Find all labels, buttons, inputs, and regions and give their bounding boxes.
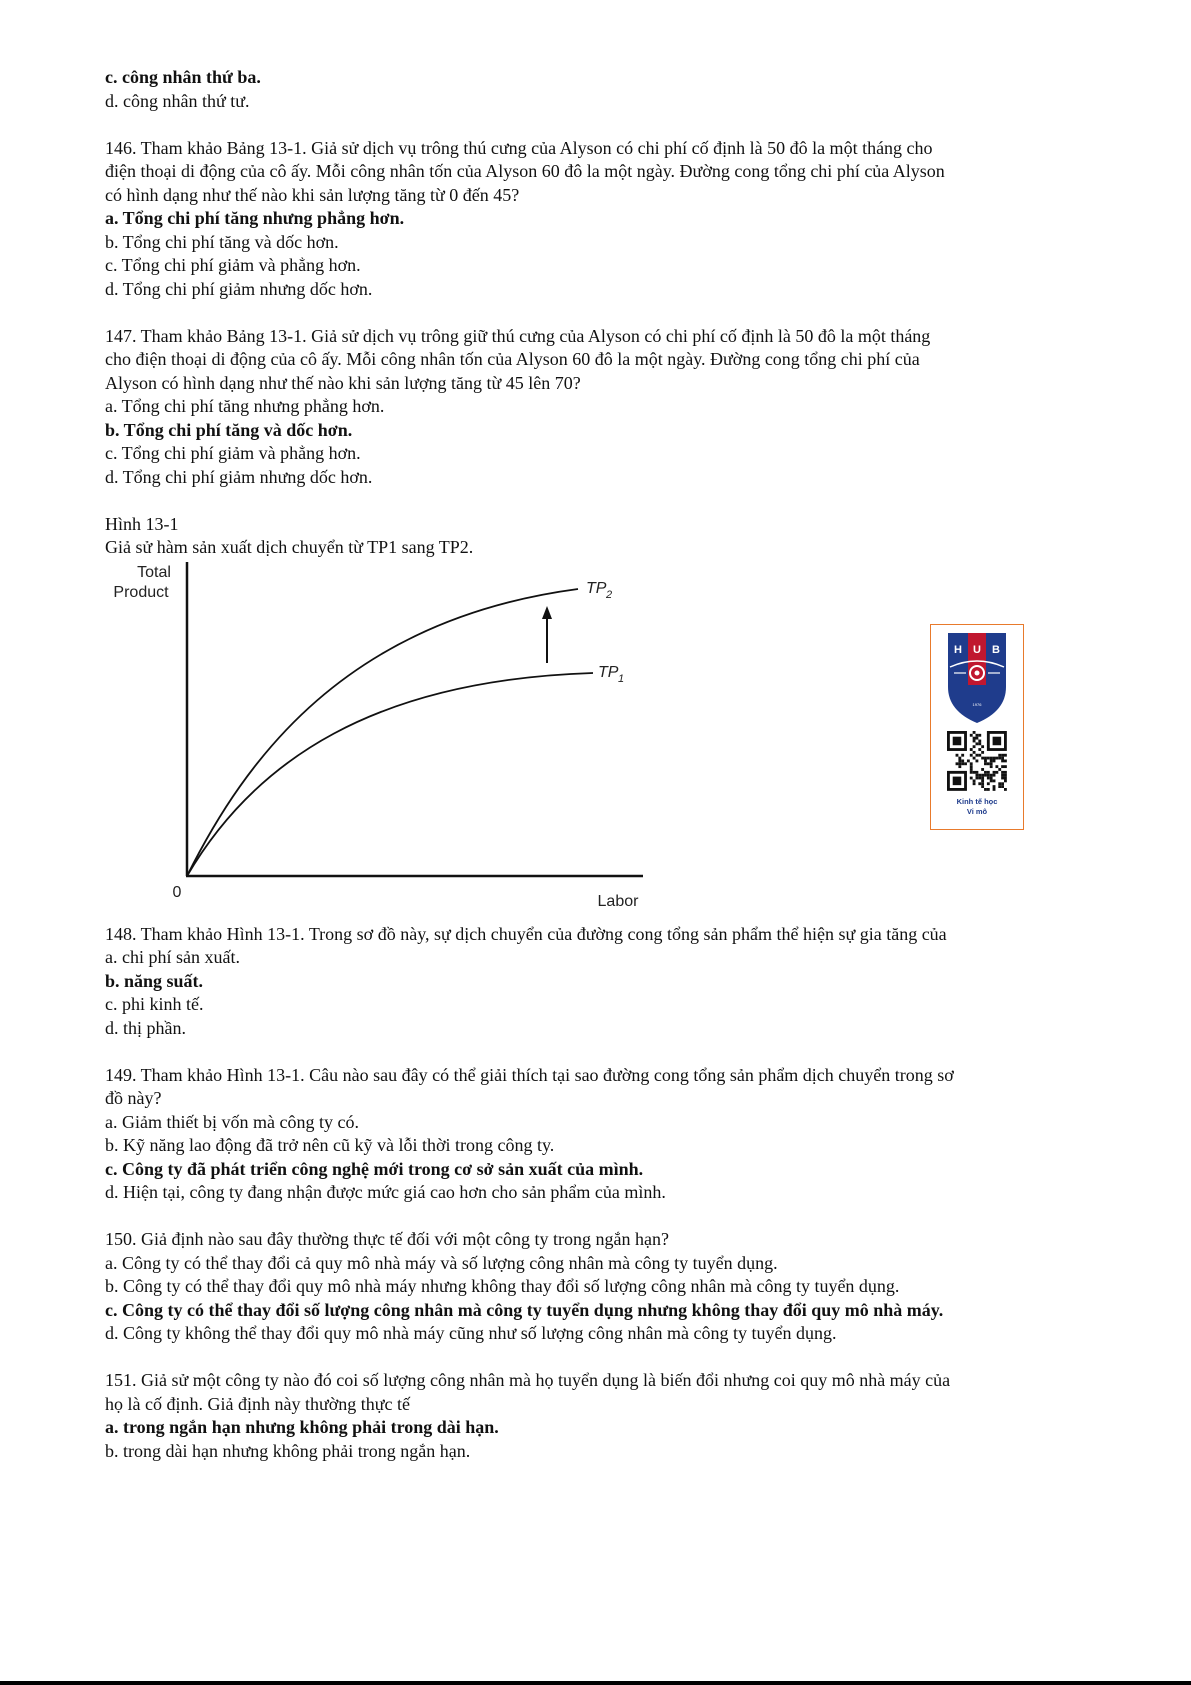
question-stem: 147. Tham khảo Bảng 13-1. Giả sử dịch vụ trông giữ thú cưng của Alyson có chi phí cố định là 50 đô la một tháng [105,325,931,346]
answer-d: d. Công ty không thể thay đổi quy mô nhà máy cũng như số lượng công nhân mà công ty tuyển dụng. [105,1323,837,1343]
page-bottom-rule [0,1681,1191,1685]
question-stem: Alyson có hình dạng như thế nào khi sản lượng tăng từ 45 lên 70? [105,372,581,393]
qr-code-icon [947,731,1007,791]
answer-d: d. Hiện tại, công ty đang nhận được mức giá cao hơn cho sản phẩm của mình. [105,1182,666,1202]
question-149 [105,1064,1105,1205]
y-axis-label-product: Product [113,583,169,601]
answer-a: a. Giảm thiết bị vốn mà công ty có. [105,1111,359,1132]
logo-letter-h: H [954,643,962,656]
answer-b: b. trong dài hạn nhưng không phải trong ngắn hạn. [105,1440,471,1461]
answer-c: c. Tổng chi phí giảm và phẳng hơn. [105,255,361,275]
figure-13-1 [105,560,1105,925]
origin-label: 0 [172,883,182,901]
question-146 [105,137,1105,302]
tp2-curve [187,589,578,876]
answer-b: b. Kỹ năng lao động đã trở nên cũ kỹ và lỗi thời trong công ty. [105,1135,555,1155]
question-151 [105,1369,1105,1463]
question-stem: 149. Tham khảo Hình 13-1. Câu nào sau đây có thể giải thích tại sao đường cong tổng sản phẩm dịch chuyển trong sơ [105,1064,954,1085]
answer-d: d. công nhân thứ tư. [105,90,250,111]
question-stem: họ là cố định. Giả định này thường thực tế [105,1393,410,1414]
question-stem: điện thoại di động của cô ấy. Mỗi công nhân tốn của Alyson 60 đô la một ngày. Đường cong tổng chi phí của Alyson [105,161,945,181]
answer-d: d. Tổng chi phí giảm nhưng dốc hơn. [105,466,373,487]
question-150 [105,1228,1105,1346]
logo-year: 1976 [972,701,982,707]
answer-a: a. Công ty có thể thay đổi cả quy mô nhà máy và số lượng công nhân mà công ty tuyển dụng. [105,1252,778,1273]
answer-b: b. Công ty có thể thay đổi quy mô nhà máy nhưng không thay đổi số lượng công nhân mà công ty tuyển dụng. [105,1276,900,1296]
question-147 [105,325,1105,490]
tp2-label: TP [586,579,607,597]
badge-caption-line-1: Kinh tế học [956,796,998,806]
figure-title: Hình 13-1 [105,513,179,534]
y-axis-label-total: Total [137,563,171,581]
question-stem: 148. Tham khảo Hình 13-1. Trong sơ đồ này, sự dịch chuyển của đường cong tổng sản phẩm thể hiện sự gia tăng của [105,923,947,944]
tp1-label: TP [598,663,619,681]
answer-d: d. thị phần. [105,1017,186,1038]
answer-c-correct: c. Công ty có thể thay đổi số lượng công nhân mà công ty tuyển dụng nhưng không thay đổi quy mô nhà máy. [105,1299,944,1320]
answer-c-correct: c. Công ty đã phát triển công nghệ mới trong cơ sở sản xuất của mình. [105,1158,644,1179]
hub-badge [930,624,1024,830]
answer-c: c. Tổng chi phí giảm và phẳng hơn. [105,443,361,463]
answer-a: a. Tổng chi phí tăng nhưng phẳng hơn. [105,396,385,416]
hub-logo [931,625,1023,795]
tp1-subscript: 1 [618,672,625,685]
logo-letter-b: B [992,643,1000,656]
answer-b-correct: b. Tổng chi phí tăng và dốc hơn. [105,419,353,440]
answer-a-correct: a. Tổng chi phí tăng nhưng phẳng hơn. [105,208,405,228]
question-stem: 150. Giả định nào sau đây thường thực tế đối với một công ty trong ngắn hạn? [105,1229,669,1249]
question-148 [105,923,1105,1041]
answer-b-correct: b. năng suất. [105,970,204,991]
answer-a: a. chi phí sản xuất. [105,947,240,967]
document-page [105,66,1105,1463]
x-axis-label: Labor [597,892,639,910]
answer-c: c. phi kinh tế. [105,994,204,1014]
shift-arrowhead [542,606,552,619]
badge-caption-line-2: Vi mô [966,806,988,816]
logo-letter-u: U [973,643,981,656]
question-stem: cho điện thoại di động của cô ấy. Mỗi công nhân tốn của Alyson 60 đô la một ngày. Đường cong tổng chi phí của [105,349,920,369]
tp2-subscript: 2 [606,588,613,601]
question-stem: đồ này? [105,1088,162,1108]
answer-a-correct: a. trong ngắn hạn nhưng không phải trong dài hạn. [105,1417,499,1437]
badge-caption [931,797,1023,817]
answer-c-correct: c. công nhân thứ ba. [105,67,261,87]
answer-b: b. Tổng chi phí tăng và dốc hơn. [105,231,339,252]
question-stem: có hình dạng như thế nào khi sản lượng tăng từ 0 đến 45? [105,184,520,205]
figure-caption: Giả sử hàm sản xuất dịch chuyển từ TP1 sang TP2. [105,537,474,557]
question-stem: 146. Tham khảo Bảng 13-1. Giả sử dịch vụ trông thú cưng của Alyson có chi phí cố định là 50 đô la một tháng cho [105,137,933,158]
answer-d: d. Tổng chi phí giảm nhưng dốc hơn. [105,278,373,299]
question-stem: 151. Giả sử một công ty nào đó coi số lượng công nhân mà họ tuyển dụng là biến đổi nhưng coi quy mô nhà máy của [105,1370,951,1390]
